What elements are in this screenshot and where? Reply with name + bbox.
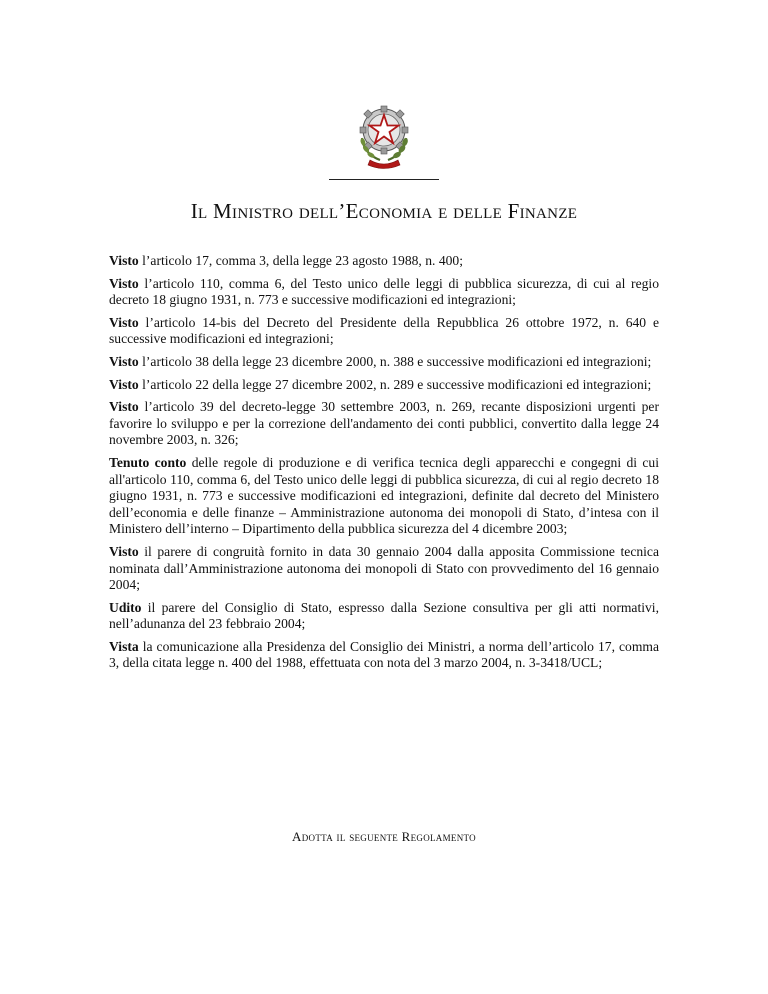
- paragraph-lead: Udito: [109, 599, 142, 615]
- paragraph-lead: Visto: [109, 353, 139, 369]
- paragraph-text: l’articolo 110, comma 6, del Testo unico delle leggi di pubblica sicurezza, di cui al regio decreto 18 giugno 1931, n. 773 e successive modificazioni ed integrazioni;: [109, 275, 659, 308]
- preamble-paragraph-9: [109, 600, 659, 633]
- paragraph-lead: Tenuto conto: [109, 454, 187, 470]
- preamble-paragraph-1: [109, 253, 659, 270]
- paragraph-lead: Visto: [109, 314, 139, 330]
- republic-emblem-icon: [352, 98, 416, 170]
- preamble-paragraph-10: [109, 639, 659, 672]
- preamble-paragraph-8: [109, 544, 659, 594]
- paragraph-text: il parere di congruità fornito in data 30 gennaio 2004 dalla apposita Commissione tecnica nominata dall’Amministrazione autonoma dei monopoli di Stato con provvedimento del 16 gennaio 2004;: [109, 543, 659, 593]
- paragraph-lead: Visto: [109, 399, 139, 415]
- paragraph-text: l’articolo 14-bis del Decreto del Presidente della Repubblica 26 ottobre 1972, n. 640 e successive modificazioni ed integrazioni;: [109, 314, 659, 347]
- paragraph-text: l’articolo 17, comma 3, della legge 23 agosto 1988, n. 400;: [138, 253, 463, 268]
- preamble-paragraph-6: [109, 399, 659, 449]
- paragraph-text: delle regole di produzione e di verifica tecnica degli apparecchi e congegni di cui all'articolo 110, comma 6, del Testo unico delle leggi di pubblica sicurezza, di cui al regio decreto 18 giugno 1931, n. 773 e successive modificazioni ed integrazioni, definite dal decreto del Ministero dell’economia e delle finanze – Amministrazione autonoma dei monopoli di Stato, d’intesa con il Ministero dell’interno – Dipartimento della pubblica sicurezza del 4 dicembre 2003;: [109, 454, 659, 537]
- page-title: Il Ministro dell’Economia e delle Finanze: [190, 199, 578, 223]
- header-divider: [329, 179, 439, 180]
- closing-line: Adotta il seguente Regolamento: [292, 829, 476, 844]
- paragraph-text: l’articolo 39 del decreto-legge 30 settembre 2003, n. 269, recante disposizioni urgenti per favorire lo sviluppo e per la correzione dell'andamento dei conti pubblici, convertito dalla legge 24 novembre 2003, n. 326;: [109, 399, 659, 448]
- preamble-paragraph-5: [109, 377, 659, 394]
- paragraph-lead: Visto: [109, 543, 139, 559]
- paragraph-text: il parere del Consiglio di Stato, espresso dalla Sezione consultiva per gli atti normativi, nell’adunanza del 23 febbraio 2004;: [109, 599, 659, 632]
- paragraph-text: l’articolo 22 della legge 27 dicembre 2002, n. 289 e successive modificazioni ed integrazioni;: [138, 376, 652, 392]
- preamble-paragraph-2: [109, 276, 659, 309]
- paragraph-lead: Visto: [109, 376, 139, 392]
- paragraph-lead: Visto: [109, 253, 139, 268]
- paragraph-lead: Vista: [109, 638, 139, 654]
- paragraph-text: la comunicazione alla Presidenza del Consiglio dei Ministri, a norma dell’articolo 17, comma 3, della citata legge n. 400 del 1988, effettuata con nota del 3 marzo 2004, n. 3-3418/UCL;: [109, 638, 659, 671]
- paragraph-lead: Visto: [109, 275, 139, 291]
- document-body: [109, 253, 659, 678]
- paragraph-text: l’articolo 38 della legge 23 dicembre 2000, n. 388 e successive modificazioni ed integrazioni;: [138, 353, 652, 369]
- preamble-paragraph-7: [109, 455, 659, 538]
- preamble-paragraph-3: [109, 315, 659, 348]
- preamble-paragraph-4: [109, 354, 659, 371]
